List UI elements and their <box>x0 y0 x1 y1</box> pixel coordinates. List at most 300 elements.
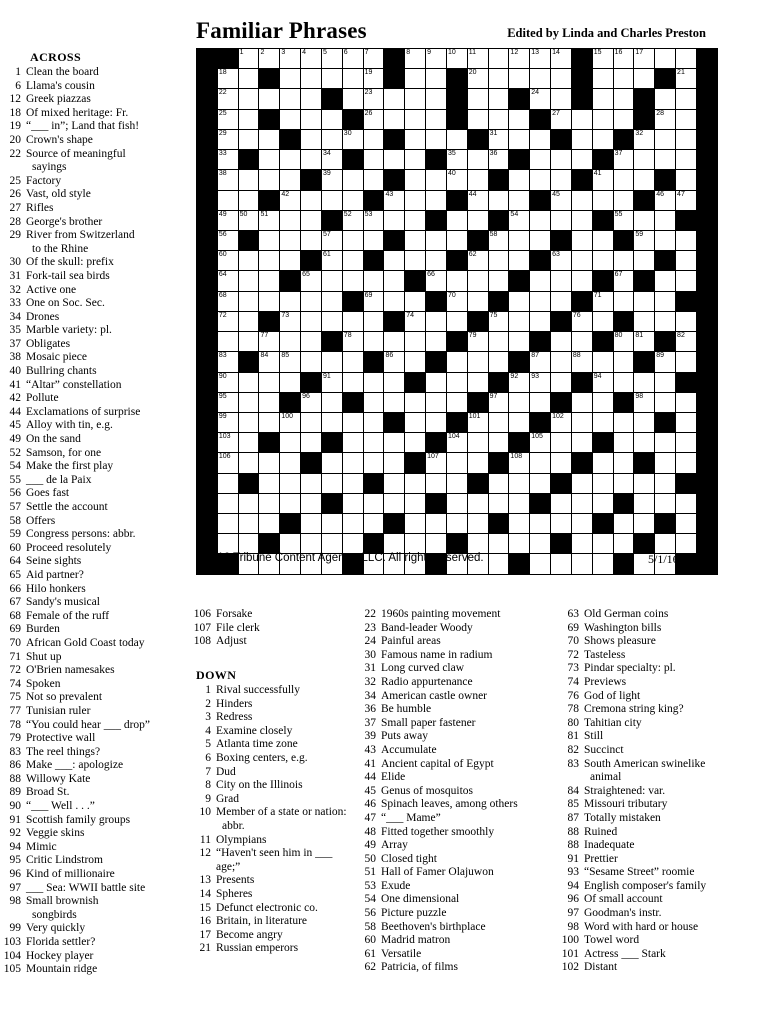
grid-cell[interactable] <box>509 493 530 513</box>
grid-cell[interactable] <box>446 453 467 473</box>
grid-cell[interactable] <box>426 89 447 109</box>
grid-cell[interactable] <box>405 109 426 129</box>
grid-cell[interactable] <box>592 372 613 392</box>
grid-cell[interactable] <box>551 554 572 574</box>
grid-cell[interactable] <box>530 69 551 89</box>
down-clue[interactable] <box>190 779 356 793</box>
grid-cell[interactable] <box>301 49 322 69</box>
grid-cell[interactable] <box>509 372 530 392</box>
across-clue[interactable] <box>0 922 182 936</box>
grid-cell[interactable] <box>467 251 488 271</box>
grid-cell[interactable] <box>446 129 467 149</box>
down-clue[interactable] <box>355 730 555 744</box>
across-clue[interactable] <box>0 814 182 828</box>
grid-cell[interactable] <box>217 190 238 210</box>
grid-cell[interactable] <box>342 49 363 69</box>
grid-cell[interactable] <box>488 554 509 574</box>
grid-cell[interactable] <box>571 534 592 554</box>
grid-cell[interactable] <box>551 514 572 534</box>
grid-cell[interactable] <box>405 170 426 190</box>
down-clue[interactable] <box>558 703 758 717</box>
grid-cell[interactable] <box>592 473 613 493</box>
grid-cell[interactable] <box>342 433 363 453</box>
grid-cell[interactable] <box>613 372 634 392</box>
grid-cell[interactable] <box>592 129 613 149</box>
down-clue[interactable] <box>355 907 555 921</box>
grid-cell[interactable] <box>446 311 467 331</box>
grid-cell[interactable] <box>655 230 676 250</box>
grid-cell[interactable] <box>280 69 301 89</box>
grid-cell[interactable] <box>488 129 509 149</box>
grid-cell[interactable] <box>301 433 322 453</box>
grid-cell[interactable] <box>655 129 676 149</box>
across-clue[interactable] <box>0 895 182 922</box>
across-clue[interactable] <box>0 936 182 950</box>
grid-cell[interactable] <box>634 412 655 432</box>
grid-cell[interactable] <box>571 412 592 432</box>
across-clue[interactable] <box>0 107 182 121</box>
grid-cell[interactable] <box>280 433 301 453</box>
down-clue[interactable] <box>190 929 356 943</box>
grid-cell[interactable] <box>488 89 509 109</box>
grid-cell[interactable] <box>238 311 259 331</box>
grid-cell[interactable] <box>363 433 384 453</box>
grid-cell[interactable] <box>363 109 384 129</box>
grid-cell[interactable] <box>342 69 363 89</box>
across-clue[interactable] <box>0 528 182 542</box>
grid-cell[interactable] <box>342 129 363 149</box>
grid-cell[interactable] <box>342 251 363 271</box>
grid-cell[interactable] <box>321 251 342 271</box>
grid-cell[interactable] <box>405 473 426 493</box>
grid-cell[interactable] <box>634 129 655 149</box>
grid-cell[interactable] <box>363 170 384 190</box>
grid-cell[interactable] <box>613 514 634 534</box>
grid-cell[interactable] <box>613 69 634 89</box>
grid-cell[interactable] <box>509 412 530 432</box>
grid-cell[interactable] <box>301 534 322 554</box>
down-clue[interactable] <box>190 738 356 752</box>
grid-cell[interactable] <box>301 412 322 432</box>
grid-cell[interactable] <box>384 190 405 210</box>
grid-cell[interactable] <box>592 392 613 412</box>
grid-cell[interactable] <box>238 251 259 271</box>
across-clue[interactable] <box>0 120 182 134</box>
across-clue[interactable] <box>0 256 182 270</box>
grid-cell[interactable] <box>426 109 447 129</box>
grid-cell[interactable] <box>342 271 363 291</box>
down-clue[interactable] <box>558 758 758 785</box>
down-clue[interactable] <box>355 826 555 840</box>
grid-cell[interactable] <box>301 332 322 352</box>
grid-cell[interactable] <box>613 251 634 271</box>
grid-cell[interactable] <box>301 311 322 331</box>
grid-cell[interactable] <box>530 453 551 473</box>
grid-cell[interactable] <box>301 190 322 210</box>
grid-cell[interactable] <box>280 109 301 129</box>
down-clue[interactable] <box>558 717 758 731</box>
across-clue[interactable] <box>0 882 182 896</box>
down-clue[interactable] <box>558 785 758 799</box>
across-clue[interactable] <box>0 963 182 977</box>
grid-cell[interactable] <box>509 453 530 473</box>
grid-cell[interactable] <box>217 89 238 109</box>
grid-cell[interactable] <box>363 453 384 473</box>
grid-cell[interactable] <box>405 129 426 149</box>
grid-cell[interactable] <box>238 190 259 210</box>
across-clue[interactable] <box>0 651 182 665</box>
grid-cell[interactable] <box>655 311 676 331</box>
grid-cell[interactable] <box>592 109 613 129</box>
grid-cell[interactable] <box>426 311 447 331</box>
grid-cell[interactable] <box>467 150 488 170</box>
grid-cell[interactable] <box>363 291 384 311</box>
down-clue[interactable] <box>558 649 758 663</box>
grid-cell[interactable] <box>571 230 592 250</box>
grid-cell[interactable] <box>259 352 280 372</box>
grid-cell[interactable] <box>592 69 613 89</box>
grid-cell[interactable] <box>426 230 447 250</box>
grid-cell[interactable] <box>571 493 592 513</box>
grid-cell[interactable] <box>467 412 488 432</box>
across-clue[interactable] <box>0 501 182 515</box>
grid-cell[interactable] <box>384 352 405 372</box>
grid-cell[interactable] <box>259 453 280 473</box>
grid-cell[interactable] <box>488 190 509 210</box>
across-clue[interactable] <box>0 419 182 433</box>
grid-cell[interactable] <box>592 49 613 69</box>
grid-cell[interactable] <box>571 109 592 129</box>
grid-cell[interactable] <box>321 534 342 554</box>
grid-cell[interactable] <box>259 150 280 170</box>
grid-cell[interactable] <box>509 473 530 493</box>
down-clue[interactable] <box>355 758 555 772</box>
grid-cell[interactable] <box>280 210 301 230</box>
grid-cell[interactable] <box>676 251 697 271</box>
grid-cell[interactable] <box>342 311 363 331</box>
grid-cell[interactable] <box>592 170 613 190</box>
across-clue[interactable] <box>0 623 182 637</box>
grid-cell[interactable] <box>613 352 634 372</box>
across-clue[interactable] <box>0 569 182 583</box>
grid-cell[interactable] <box>384 291 405 311</box>
across-clue[interactable] <box>0 759 182 773</box>
grid-cell[interactable] <box>426 514 447 534</box>
down-clue[interactable] <box>355 785 555 799</box>
grid-cell[interactable] <box>217 332 238 352</box>
grid-cell[interactable] <box>342 352 363 372</box>
down-clue[interactable] <box>558 880 758 894</box>
grid-cell[interactable] <box>259 230 280 250</box>
grid-cell[interactable] <box>301 473 322 493</box>
grid-cell[interactable] <box>467 493 488 513</box>
grid-cell[interactable] <box>509 69 530 89</box>
down-clue[interactable] <box>558 826 758 840</box>
grid-cell[interactable] <box>530 534 551 554</box>
across-clue[interactable] <box>0 786 182 800</box>
grid-cell[interactable] <box>676 453 697 473</box>
grid-cell[interactable] <box>509 392 530 412</box>
grid-cell[interactable] <box>384 89 405 109</box>
grid-cell[interactable] <box>342 493 363 513</box>
grid-cell[interactable] <box>467 109 488 129</box>
across-clue[interactable] <box>0 705 182 719</box>
grid-cell[interactable] <box>509 230 530 250</box>
grid-cell[interactable] <box>571 210 592 230</box>
down-clue[interactable] <box>558 934 758 948</box>
down-clue[interactable] <box>190 942 356 956</box>
grid-cell[interactable] <box>509 291 530 311</box>
grid-cell[interactable] <box>676 109 697 129</box>
grid-cell[interactable] <box>321 129 342 149</box>
grid-cell[interactable] <box>301 129 322 149</box>
grid-cell[interactable] <box>488 493 509 513</box>
grid-cell[interactable] <box>217 433 238 453</box>
grid-cell[interactable] <box>426 251 447 271</box>
down-clue[interactable] <box>190 684 356 698</box>
grid-cell[interactable] <box>571 473 592 493</box>
grid-cell[interactable] <box>676 170 697 190</box>
grid-cell[interactable] <box>613 473 634 493</box>
grid-cell[interactable] <box>405 534 426 554</box>
across-clue[interactable] <box>0 324 182 338</box>
grid-cell[interactable] <box>384 453 405 473</box>
across-clue[interactable] <box>0 827 182 841</box>
across-clue[interactable] <box>0 80 182 94</box>
grid-cell[interactable] <box>217 392 238 412</box>
grid-cell[interactable] <box>446 230 467 250</box>
grid-cell[interactable] <box>301 493 322 513</box>
grid-cell[interactable] <box>676 190 697 210</box>
down-clue[interactable] <box>190 874 356 888</box>
grid-cell[interactable] <box>321 392 342 412</box>
grid-cell[interactable] <box>655 190 676 210</box>
grid-cell[interactable] <box>655 210 676 230</box>
grid-cell[interactable] <box>592 311 613 331</box>
grid-cell[interactable] <box>488 392 509 412</box>
grid-cell[interactable] <box>217 210 238 230</box>
down-clue[interactable] <box>355 798 555 812</box>
grid-cell[interactable] <box>405 210 426 230</box>
grid-cell[interactable] <box>530 473 551 493</box>
grid-cell[interactable] <box>405 230 426 250</box>
down-clue[interactable] <box>558 921 758 935</box>
grid-cell[interactable] <box>238 170 259 190</box>
grid-cell[interactable] <box>676 332 697 352</box>
grid-cell[interactable] <box>426 170 447 190</box>
grid-cell[interactable] <box>238 412 259 432</box>
grid-cell[interactable] <box>259 89 280 109</box>
grid-cell[interactable] <box>384 150 405 170</box>
down-clue[interactable] <box>558 635 758 649</box>
across-clue[interactable] <box>0 392 182 406</box>
grid-cell[interactable] <box>217 352 238 372</box>
grid-cell[interactable] <box>217 271 238 291</box>
grid-cell[interactable] <box>467 190 488 210</box>
grid-cell[interactable] <box>551 190 572 210</box>
grid-cell[interactable] <box>342 534 363 554</box>
grid-cell[interactable] <box>509 311 530 331</box>
grid-cell[interactable] <box>301 109 322 129</box>
grid-cell[interactable] <box>259 291 280 311</box>
grid-cell[interactable] <box>238 109 259 129</box>
grid-cell[interactable] <box>259 473 280 493</box>
grid-cell[interactable] <box>426 534 447 554</box>
grid-cell[interactable] <box>238 372 259 392</box>
grid-cell[interactable] <box>571 392 592 412</box>
across-clue[interactable] <box>190 608 356 622</box>
down-clue[interactable] <box>190 847 356 874</box>
grid-cell[interactable] <box>259 332 280 352</box>
grid-cell[interactable] <box>655 493 676 513</box>
grid-cell[interactable] <box>363 493 384 513</box>
across-clue[interactable] <box>0 664 182 678</box>
grid-cell[interactable] <box>551 493 572 513</box>
grid-cell[interactable] <box>530 89 551 109</box>
across-clue[interactable] <box>0 678 182 692</box>
grid-cell[interactable] <box>259 412 280 432</box>
grid-cell[interactable] <box>488 311 509 331</box>
grid-cell[interactable] <box>321 150 342 170</box>
grid-cell[interactable] <box>488 109 509 129</box>
grid-cell[interactable] <box>488 534 509 554</box>
grid-cell[interactable] <box>238 493 259 513</box>
across-clue[interactable] <box>0 148 182 175</box>
grid-cell[interactable] <box>301 291 322 311</box>
grid-cell[interactable] <box>321 69 342 89</box>
grid-cell[interactable] <box>405 291 426 311</box>
grid-cell[interactable] <box>613 271 634 291</box>
grid-cell[interactable] <box>676 514 697 534</box>
grid-cell[interactable] <box>259 372 280 392</box>
grid-cell[interactable] <box>655 150 676 170</box>
grid-cell[interactable] <box>634 69 655 89</box>
grid-cell[interactable] <box>676 311 697 331</box>
grid-cell[interactable] <box>530 372 551 392</box>
down-clue[interactable] <box>355 948 555 962</box>
grid-cell[interactable] <box>634 433 655 453</box>
down-clue[interactable] <box>355 961 555 975</box>
grid-cell[interactable] <box>217 534 238 554</box>
grid-cell[interactable] <box>280 291 301 311</box>
grid-cell[interactable] <box>592 554 613 574</box>
grid-cell[interactable] <box>321 291 342 311</box>
grid-cell[interactable] <box>280 534 301 554</box>
across-clue[interactable] <box>0 487 182 501</box>
across-clue[interactable] <box>0 460 182 474</box>
across-clue[interactable] <box>0 868 182 882</box>
grid-cell[interactable] <box>551 332 572 352</box>
down-clue[interactable] <box>355 635 555 649</box>
grid-cell[interactable] <box>384 372 405 392</box>
down-clue[interactable] <box>355 893 555 907</box>
grid-cell[interactable] <box>634 170 655 190</box>
grid-cell[interactable] <box>363 89 384 109</box>
grid-cell[interactable] <box>551 49 572 69</box>
grid-cell[interactable] <box>613 453 634 473</box>
grid-cell[interactable] <box>571 554 592 574</box>
grid-cell[interactable] <box>384 251 405 271</box>
down-clue[interactable] <box>558 798 758 812</box>
down-clue[interactable] <box>355 880 555 894</box>
grid-cell[interactable] <box>217 291 238 311</box>
grid-cell[interactable] <box>426 453 447 473</box>
grid-cell[interactable] <box>676 49 697 69</box>
across-clue[interactable] <box>0 297 182 311</box>
grid-cell[interactable] <box>676 534 697 554</box>
grid-cell[interactable] <box>655 453 676 473</box>
across-clue[interactable] <box>0 134 182 148</box>
grid-cell[interactable] <box>634 230 655 250</box>
grid-cell[interactable] <box>592 251 613 271</box>
grid-cell[interactable] <box>530 514 551 534</box>
grid-cell[interactable] <box>530 554 551 574</box>
grid-cell[interactable] <box>238 332 259 352</box>
grid-cell[interactable] <box>363 412 384 432</box>
grid-cell[interactable] <box>655 473 676 493</box>
grid-cell[interactable] <box>613 190 634 210</box>
grid-cell[interactable] <box>217 453 238 473</box>
grid-cell[interactable] <box>634 493 655 513</box>
grid-cell[interactable] <box>446 150 467 170</box>
grid-cell[interactable] <box>446 392 467 412</box>
across-clue[interactable] <box>0 637 182 651</box>
grid-cell[interactable] <box>342 473 363 493</box>
grid-cell[interactable] <box>467 170 488 190</box>
grid-cell[interactable] <box>446 170 467 190</box>
grid-cell[interactable] <box>280 251 301 271</box>
grid-cell[interactable] <box>551 291 572 311</box>
grid-cell[interactable] <box>571 352 592 372</box>
grid-cell[interactable] <box>530 210 551 230</box>
down-clue[interactable] <box>190 725 356 739</box>
grid-cell[interactable] <box>384 493 405 513</box>
grid-cell[interactable] <box>238 89 259 109</box>
grid-cell[interactable] <box>467 271 488 291</box>
grid-cell[interactable] <box>342 453 363 473</box>
grid-cell[interactable] <box>363 150 384 170</box>
grid-cell[interactable] <box>509 170 530 190</box>
grid-cell[interactable] <box>280 190 301 210</box>
down-clue[interactable] <box>190 902 356 916</box>
grid-cell[interactable] <box>655 109 676 129</box>
down-clue[interactable] <box>355 690 555 704</box>
grid-cell[interactable] <box>405 412 426 432</box>
across-clue[interactable] <box>0 854 182 868</box>
grid-cell[interactable] <box>280 311 301 331</box>
grid-cell[interactable] <box>655 352 676 372</box>
down-clue[interactable] <box>355 771 555 785</box>
grid-cell[interactable] <box>488 433 509 453</box>
grid-cell[interactable] <box>551 210 572 230</box>
grid-cell[interactable] <box>676 412 697 432</box>
grid-cell[interactable] <box>217 150 238 170</box>
grid-cell[interactable] <box>467 453 488 473</box>
grid-cell[interactable] <box>551 170 572 190</box>
grid-cell[interactable] <box>280 453 301 473</box>
grid-cell[interactable] <box>446 473 467 493</box>
grid-cell[interactable] <box>655 534 676 554</box>
down-clue[interactable] <box>558 676 758 690</box>
grid-cell[interactable] <box>405 49 426 69</box>
grid-cell[interactable] <box>384 109 405 129</box>
across-clue[interactable] <box>0 270 182 284</box>
across-clue[interactable] <box>0 229 182 256</box>
grid-cell[interactable] <box>551 352 572 372</box>
grid-cell[interactable] <box>488 473 509 493</box>
grid-cell[interactable] <box>238 514 259 534</box>
grid-cell[interactable] <box>488 332 509 352</box>
